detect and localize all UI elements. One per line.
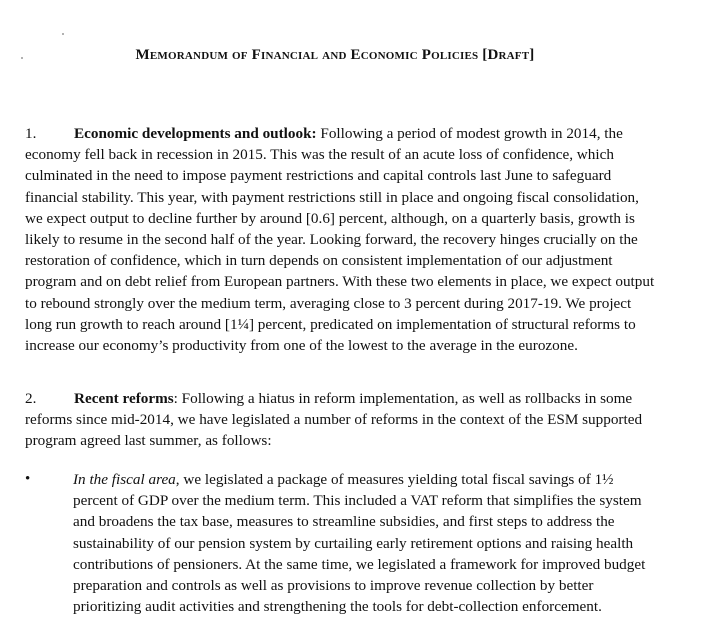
paragraph-text: : Following a hiatus in reform implementation, as well as rollbacks in some reforms since mid-2014, we have legislated a number of reforms in the context of the ESM supported program agreed last summer, as follows: <box>25 390 643 450</box>
paragraph-number: 2. <box>25 390 37 407</box>
paragraph-1 <box>25 123 660 356</box>
paragraph-text: Following a period of modest growth in 2014, the economy fell back in recession in 2015. This was the result of an acute loss of confidence, which culminated in the need to impose payment restrictions and capital controls last June to safeguard financial stability. This year, with payment restrictions still in place and ongoing fiscal consolidation, we expect output to decline further by around [0.6] percent, although, on a quarterly basis, growth is likely to resume in the second half of the year. Looking forward, the recovery hinges crucially on the restoration of confidence, which in turn depends on consistent implementation of our adjustment program and on debt relief from European partners. With these two elements in place, we expect output to rebound strongly over the medium term, averaging close to 3 percent during 2017-19. We project long run growth to reach around [1¼] percent, predicated on implementation of structural reforms to increase our economy’s productivity from one of the lowest to the average in the eurozone. <box>25 125 655 355</box>
document-title: Memorandum of Financial and Economic Policies [Draft] <box>135 47 535 63</box>
paragraph-heading: Recent reforms <box>74 390 174 407</box>
paragraph-number: 1. <box>25 125 37 142</box>
paragraph-2 <box>25 388 660 452</box>
bullet-item-fiscal <box>25 469 665 617</box>
paragraph-heading: Economic developments and outlook: <box>74 125 317 142</box>
bullet-icon: • <box>25 471 31 487</box>
bullet-lead: In the fiscal area <box>73 471 176 488</box>
bullet-body: , we legislated a package of measures yielding total fiscal savings of 1½ percent of GDP over the medium term. This included a VAT reform that simplifies the system and broadens the tax base, measures to streamline subsidies, and first steps to address the sustainability of our pension system by curtailing early retirement options and raising health contributions of pensioners. At the same time, we legislated a framework for improved budget preparation and controls as well as provisions to improve revenue collection by better prioritizing audit activities and strengthening the tools for debt-collection enforcement. <box>73 471 646 616</box>
scan-speck <box>62 33 64 35</box>
bullet-text <box>73 469 648 617</box>
